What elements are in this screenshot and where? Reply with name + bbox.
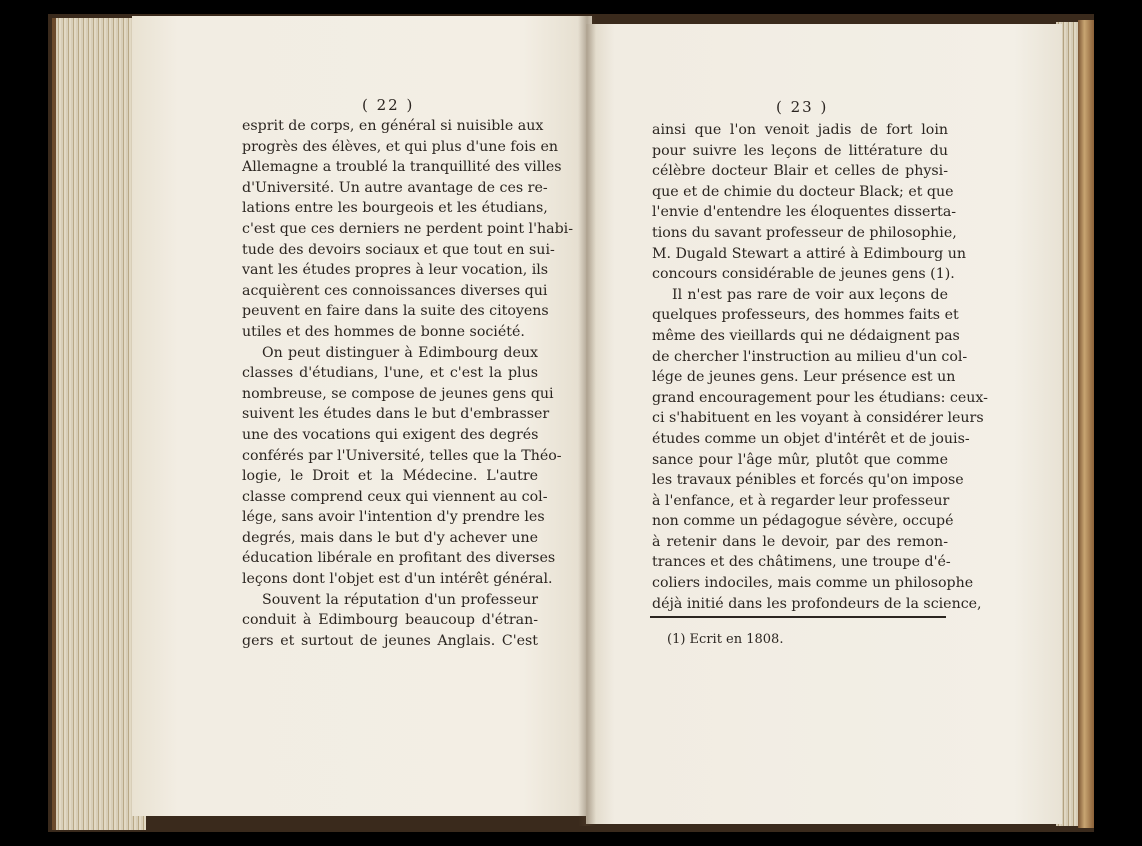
text-line: célèbre docteur Blair et celles de physi-	[652, 163, 948, 180]
text-line: une des vocations qui exigent des degrés	[242, 426, 539, 443]
text-line: de chercher l'instruction au milieu d'un col-	[652, 348, 968, 365]
right-page-text	[652, 120, 988, 614]
text-line: suivent les études dans le but d'embrasser	[242, 406, 550, 423]
text-line: esprit de corps, en général si nuisible aux	[242, 118, 544, 134]
text-line: sance pour l'âge mûr, plutôt que comme	[652, 451, 948, 468]
text-line: trances et des châtimens, une troupe d'é-	[652, 554, 951, 571]
text-line: concours considérable de jeunes gens (1).	[652, 266, 955, 283]
text-line: que et de chimie du docteur Black; et que	[652, 183, 954, 200]
text-line: d'Université. Un autre avantage de ces re-	[242, 179, 548, 196]
text-line: progrès des élèves, et qui plus d'une fois en	[242, 138, 559, 155]
text-line: classe comprend ceux qui viennent au col-	[242, 488, 548, 505]
text-line: quelques professeurs, des hommes faits et	[652, 307, 959, 324]
text-line: lége, sans avoir l'intention d'y prendre les	[242, 509, 545, 526]
text-line: conduit à Edimbourg beaucoup d'étran-	[242, 612, 538, 629]
text-line: gers et surtout de jeunes Anglais. C'est	[242, 632, 538, 649]
right-cover-edge	[1078, 20, 1094, 828]
left-page-number: ( 22 )	[362, 96, 415, 114]
text-line: lations entre les bourgeois et les étudians,	[242, 200, 548, 217]
text-line: coliers indociles, mais comme un philosophe	[652, 575, 974, 592]
text-line: classes d'étudians, l'une, et c'est la plus	[242, 365, 538, 382]
footnote: (1) Ecrit en 1808.	[667, 632, 784, 647]
text-line: pour suivre les leçons de littérature du	[652, 142, 948, 159]
text-line: non comme un pédagogue sévère, occupé	[652, 513, 954, 530]
text-line: ainsi que l'on venoit jadis de fort loin	[652, 122, 948, 138]
text-line: lége de jeunes gens. Leur présence est un	[652, 369, 956, 386]
text-line: à retenir dans le devoir, par des remon-	[652, 533, 948, 550]
text-line: utiles et des hommes de bonne société.	[242, 323, 525, 340]
left-page-text	[242, 116, 573, 651]
text-line: l'envie d'entendre les éloquentes disserta-	[652, 204, 957, 221]
text-line: même des vieillards qui ne dédaignent pas	[652, 327, 960, 344]
footnote-rule	[650, 616, 946, 618]
text-line: à l'enfance, et à regarder leur professeur	[652, 492, 950, 509]
text-line: tude des devoirs sociaux et que tout en sui-	[242, 241, 555, 258]
text-line: M. Dugald Stewart a attiré à Edimbourg un	[652, 245, 967, 262]
text-line: degrés, mais dans le but d'y achever une	[242, 529, 538, 546]
text-line: conférés par l'Université, telles que la Théo-	[242, 447, 562, 464]
text-line: logie, le Droit et la Médecine. L'autre	[242, 468, 538, 485]
text-line: ci s'habituent en les voyant à considérer leurs	[652, 410, 984, 427]
text-line: Il n'est pas rare de voir aux leçons de	[672, 286, 948, 303]
text-line: Allemagne a troublé la tranquillité des villes	[242, 159, 562, 176]
text-line: peuvent en faire dans la suite des citoyens	[242, 303, 549, 320]
text-line: grand encouragement pour les étudians: ceux-	[652, 389, 988, 406]
text-line: vant les études propres à leur vocation, ils	[242, 262, 549, 279]
text-line: On peut distinguer à Edimbourg deux	[262, 344, 538, 361]
text-line: études comme un objet d'intérêt et de jouis-	[652, 430, 970, 447]
text-line: les travaux pénibles et forcés qu'on impose	[652, 472, 964, 489]
text-line: c'est que ces derniers ne perdent point l'habi-	[242, 220, 573, 237]
text-line: déjà initié dans les profondeurs de la science,	[652, 595, 982, 612]
book-gutter	[578, 16, 596, 826]
text-line: Souvent la réputation d'un professeur	[262, 591, 538, 608]
text-line: leçons dont l'objet est d'un intérêt général.	[242, 571, 553, 588]
text-line: éducation libérale en profitant des diverses	[242, 550, 556, 567]
right-page-number: ( 23 )	[776, 98, 829, 116]
text-line: acquièrent ces connoissances diverses qui	[242, 282, 548, 299]
text-line: nombreuse, se compose de jeunes gens qui	[242, 385, 554, 402]
text-line: tions du savant professeur de philosophie,	[652, 224, 957, 241]
